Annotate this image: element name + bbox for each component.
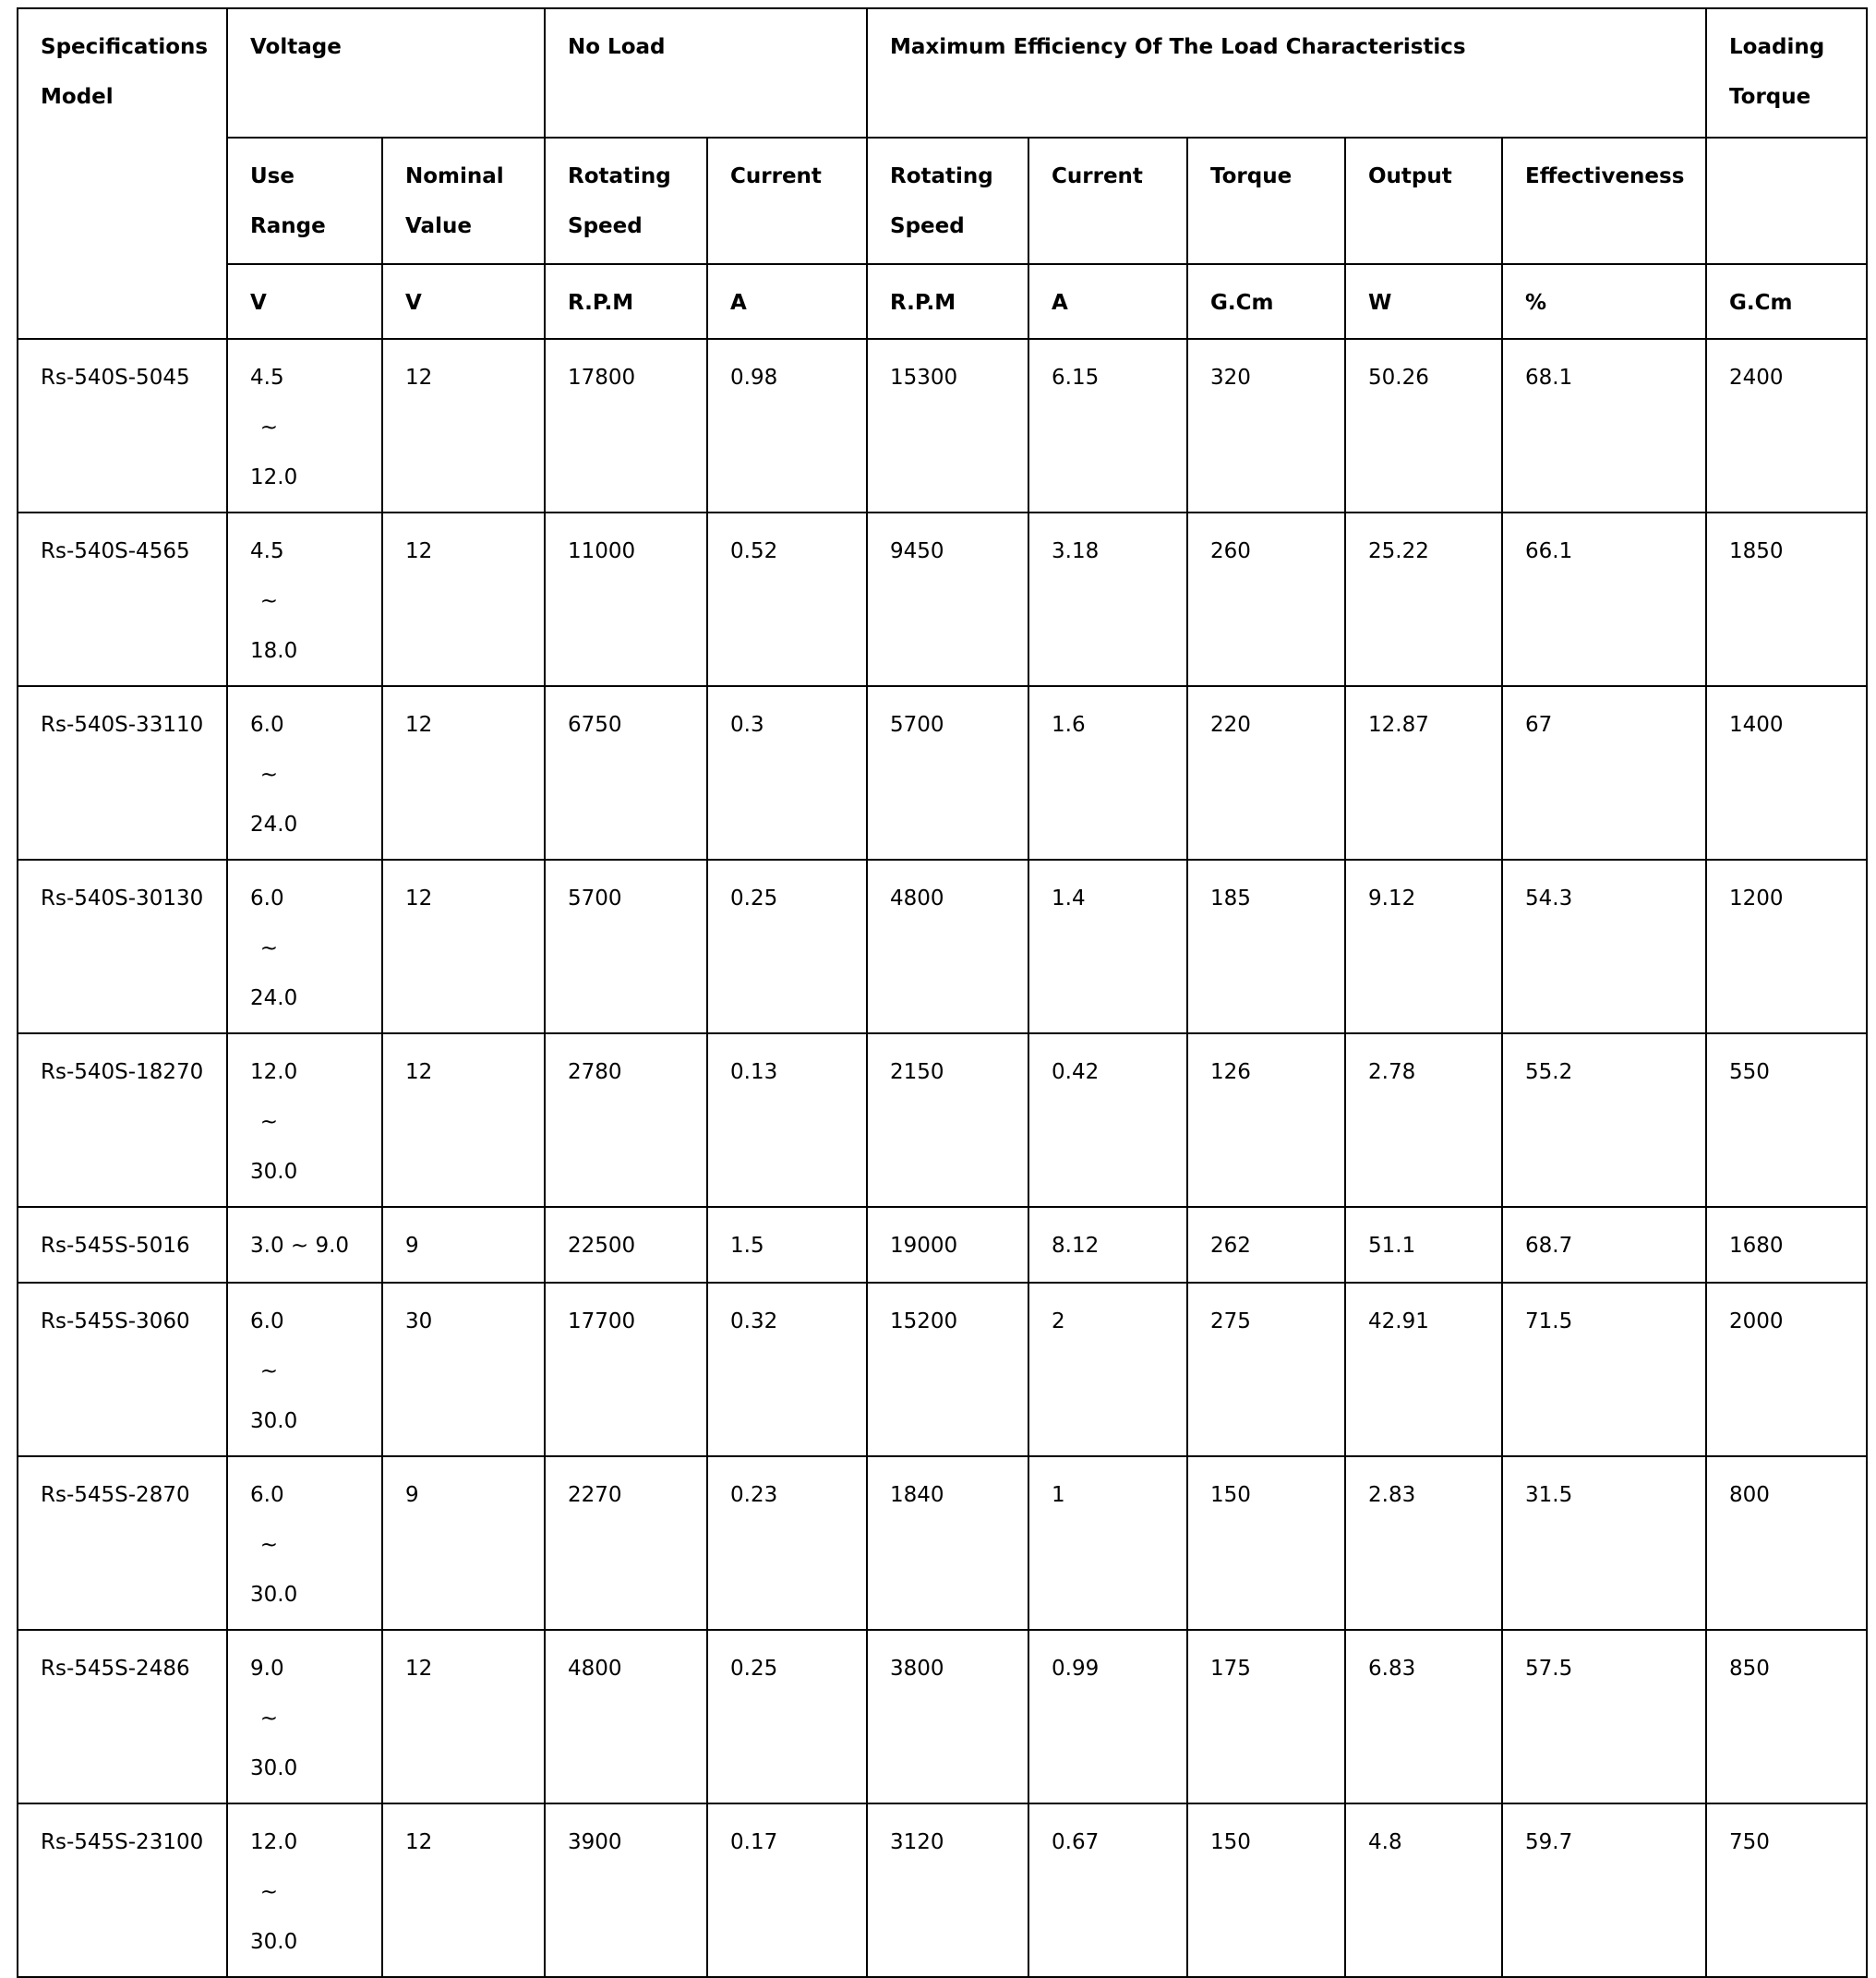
- cell-me-current: 0.99: [1028, 1630, 1187, 1803]
- cell-use-range: [227, 1630, 382, 1803]
- cell-nl-speed: 4800: [545, 1630, 707, 1803]
- cell-nl-speed: 11000: [545, 513, 707, 686]
- cell-torque: 150: [1187, 1456, 1345, 1630]
- cell-effectiveness: 66.1: [1502, 513, 1706, 686]
- range-high: 30.0: [250, 1930, 298, 1954]
- unit-use-range: V: [227, 264, 382, 339]
- cell-model: Rs-545S-2486: [18, 1630, 227, 1803]
- cell-loading-torque: 750: [1706, 1803, 1867, 1977]
- cell-loading-torque: 1400: [1706, 686, 1867, 860]
- cell-loading-torque: 2000: [1706, 1283, 1867, 1456]
- cell-effectiveness: 68.7: [1502, 1207, 1706, 1283]
- header-voltage: Voltage: [227, 8, 545, 138]
- cell-nominal: 12: [382, 686, 545, 860]
- cell-me-speed: 19000: [867, 1207, 1028, 1283]
- cell-output: 4.8: [1345, 1803, 1502, 1977]
- range-low: 4.5: [250, 366, 284, 390]
- cell-torque: 126: [1187, 1033, 1345, 1207]
- header-me-current: Current: [1028, 138, 1187, 264]
- cell-nl-current: 0.17: [707, 1803, 867, 1977]
- cell-me-current: 1.4: [1028, 860, 1187, 1033]
- unit-effectiveness: %: [1502, 264, 1706, 339]
- cell-output: 12.87: [1345, 686, 1502, 860]
- range-separator: ~: [259, 1359, 278, 1383]
- cell-torque: 220: [1187, 686, 1345, 860]
- cell-use-range: [227, 1033, 382, 1207]
- table-row: [18, 1456, 1867, 1630]
- range-high: 24.0: [250, 813, 298, 837]
- cell-effectiveness: 54.3: [1502, 860, 1706, 1033]
- cell-effectiveness: 68.1: [1502, 339, 1706, 513]
- cell-me-speed: 3120: [867, 1803, 1028, 1977]
- cell-model: Rs-545S-5016: [18, 1207, 227, 1283]
- cell-output: 9.12: [1345, 860, 1502, 1033]
- unit-nominal-value: V: [382, 264, 545, 339]
- cell-model: Rs-540S-5045: [18, 339, 227, 513]
- unit-output: W: [1345, 264, 1502, 339]
- cell-me-speed: 3800: [867, 1630, 1028, 1803]
- header-row-fields: [18, 138, 1867, 264]
- cell-me-current: 8.12: [1028, 1207, 1187, 1283]
- cell-torque: 260: [1187, 513, 1345, 686]
- cell-use-range: [227, 513, 382, 686]
- cell-output: 25.22: [1345, 513, 1502, 686]
- header-max-efficiency: Maximum Efficiency Of The Load Characteristics: [867, 8, 1706, 138]
- range-separator: ~: [259, 763, 278, 787]
- cell-loading-torque: 550: [1706, 1033, 1867, 1207]
- table-row: [18, 1033, 1867, 1207]
- cell-torque: 150: [1187, 1803, 1345, 1977]
- cell-me-speed: 15300: [867, 339, 1028, 513]
- cell-me-current: 1: [1028, 1456, 1187, 1630]
- cell-effectiveness: 31.5: [1502, 1456, 1706, 1630]
- cell-loading-torque: 1200: [1706, 860, 1867, 1033]
- range-separator: ~: [259, 1880, 278, 1904]
- cell-output: 42.91: [1345, 1283, 1502, 1456]
- header-nl-rotating-speed: Rotating Speed: [545, 138, 707, 264]
- cell-me-speed: 4800: [867, 860, 1028, 1033]
- cell-loading-torque: 800: [1706, 1456, 1867, 1630]
- range-separator: ~: [259, 589, 278, 613]
- cell-nl-current: 0.25: [707, 1630, 867, 1803]
- cell-effectiveness: 71.5: [1502, 1283, 1706, 1456]
- cell-me-current: 2: [1028, 1283, 1187, 1456]
- cell-nominal: 9: [382, 1456, 545, 1630]
- cell-me-speed: 1840: [867, 1456, 1028, 1630]
- header-loading-torque-blank: [1706, 138, 1867, 264]
- cell-torque: 175: [1187, 1630, 1345, 1803]
- cell-nominal: 9: [382, 1207, 545, 1283]
- cell-torque: 275: [1187, 1283, 1345, 1456]
- cell-nl-speed: 17700: [545, 1283, 707, 1456]
- cell-effectiveness: 67: [1502, 686, 1706, 860]
- cell-effectiveness: 59.7: [1502, 1803, 1706, 1977]
- cell-nl-current: 0.13: [707, 1033, 867, 1207]
- cell-loading-torque: 1850: [1706, 513, 1867, 686]
- table-row: [18, 1630, 1867, 1803]
- table-row: [18, 1803, 1867, 1977]
- cell-nl-current: 0.3: [707, 686, 867, 860]
- table-row: [18, 1207, 1867, 1283]
- cell-use-range: 3.0 ~ 9.0: [227, 1207, 382, 1283]
- cell-me-current: 3.18: [1028, 513, 1187, 686]
- cell-me-current: 6.15: [1028, 339, 1187, 513]
- range-separator: ~: [259, 1110, 278, 1134]
- header-loading-torque: Loading Torque: [1706, 8, 1867, 138]
- header-me-rotating-speed: Rotating Speed: [867, 138, 1028, 264]
- cell-nl-current: 0.98: [707, 339, 867, 513]
- cell-model: Rs-545S-23100: [18, 1803, 227, 1977]
- header-output: Output: [1345, 138, 1502, 264]
- range-separator: ~: [259, 416, 278, 440]
- cell-model: Rs-540S-18270: [18, 1033, 227, 1207]
- cell-nl-speed: 17800: [545, 339, 707, 513]
- cell-use-range: [227, 1803, 382, 1977]
- cell-nominal: 12: [382, 513, 545, 686]
- unit-nl-current: A: [707, 264, 867, 339]
- cell-torque: 262: [1187, 1207, 1345, 1283]
- cell-output: 6.83: [1345, 1630, 1502, 1803]
- cell-use-range: [227, 1283, 382, 1456]
- unit-torque: G.Cm: [1187, 264, 1345, 339]
- cell-nominal: 12: [382, 1033, 545, 1207]
- table-row: [18, 860, 1867, 1033]
- unit-me-rotating-speed: R.P.M: [867, 264, 1028, 339]
- cell-use-range: [227, 860, 382, 1033]
- header-row-units: [18, 264, 1867, 339]
- cell-model: Rs-540S-4565: [18, 513, 227, 686]
- cell-loading-torque: 1680: [1706, 1207, 1867, 1283]
- cell-nominal: 30: [382, 1283, 545, 1456]
- unit-loading-torque: G.Cm: [1706, 264, 1867, 339]
- cell-nl-current: 1.5: [707, 1207, 867, 1283]
- header-no-load: No Load: [545, 8, 867, 138]
- cell-model: Rs-540S-33110: [18, 686, 227, 860]
- cell-nl-current: 0.25: [707, 860, 867, 1033]
- cell-use-range: [227, 339, 382, 513]
- cell-output: 51.1: [1345, 1207, 1502, 1283]
- cell-me-speed: 15200: [867, 1283, 1028, 1456]
- cell-use-range: [227, 686, 382, 860]
- cell-me-current: 0.67: [1028, 1803, 1187, 1977]
- cell-me-current: 1.6: [1028, 686, 1187, 860]
- cell-nl-current: 0.32: [707, 1283, 867, 1456]
- cell-effectiveness: 55.2: [1502, 1033, 1706, 1207]
- cell-nl-speed: 3900: [545, 1803, 707, 1977]
- header-nl-current: Current: [707, 138, 867, 264]
- cell-nl-speed: 2270: [545, 1456, 707, 1630]
- header-use-range: Use Range: [227, 138, 382, 264]
- range-low: 6.0: [250, 1483, 284, 1507]
- cell-use-range: [227, 1456, 382, 1630]
- range-separator: ~: [259, 936, 278, 960]
- range-high: 18.0: [250, 639, 298, 663]
- cell-me-speed: 2150: [867, 1033, 1028, 1207]
- header-spec-model: Specifications Model: [18, 8, 227, 339]
- cell-loading-torque: 850: [1706, 1630, 1867, 1803]
- range-low: 6.0: [250, 1309, 284, 1333]
- spec-table: [17, 7, 1868, 1978]
- table-row: [18, 339, 1867, 513]
- cell-model: Rs-545S-3060: [18, 1283, 227, 1456]
- range-low: 12.0: [250, 1830, 298, 1854]
- cell-nl-current: 0.52: [707, 513, 867, 686]
- cell-nominal: 12: [382, 1803, 545, 1977]
- range-low: 4.5: [250, 539, 284, 563]
- range-low: 6.0: [250, 713, 284, 737]
- table-row: [18, 1283, 1867, 1456]
- cell-me-speed: 5700: [867, 686, 1028, 860]
- range-low: 9.0: [250, 1657, 284, 1681]
- header-torque: Torque: [1187, 138, 1345, 264]
- cell-effectiveness: 57.5: [1502, 1630, 1706, 1803]
- range-separator: ~: [259, 1533, 278, 1557]
- range-separator: ~: [259, 1707, 278, 1731]
- cell-torque: 185: [1187, 860, 1345, 1033]
- cell-nl-speed: 5700: [545, 860, 707, 1033]
- range-high: 30.0: [250, 1756, 298, 1780]
- range-low: 6.0: [250, 886, 284, 911]
- header-effectiveness: Effectiveness: [1502, 138, 1706, 264]
- range-low: 12.0: [250, 1060, 298, 1084]
- table-row: [18, 686, 1867, 860]
- cell-output: 2.78: [1345, 1033, 1502, 1207]
- cell-nl-current: 0.23: [707, 1456, 867, 1630]
- cell-model: Rs-540S-30130: [18, 860, 227, 1033]
- cell-nominal: 12: [382, 1630, 545, 1803]
- cell-nominal: 12: [382, 860, 545, 1033]
- header-nominal-value: Nominal Value: [382, 138, 545, 264]
- range-high: 24.0: [250, 986, 298, 1010]
- cell-nominal: 12: [382, 339, 545, 513]
- unit-nl-rotating-speed: R.P.M: [545, 264, 707, 339]
- header-row-groups: [18, 8, 1867, 138]
- cell-output: 50.26: [1345, 339, 1502, 513]
- cell-nl-speed: 2780: [545, 1033, 707, 1207]
- cell-me-speed: 9450: [867, 513, 1028, 686]
- unit-me-current: A: [1028, 264, 1187, 339]
- range-high: 30.0: [250, 1160, 298, 1184]
- range-high: 30.0: [250, 1409, 298, 1433]
- cell-nl-speed: 6750: [545, 686, 707, 860]
- cell-loading-torque: 2400: [1706, 339, 1867, 513]
- range-high: 30.0: [250, 1583, 298, 1607]
- cell-torque: 320: [1187, 339, 1345, 513]
- cell-nl-speed: 22500: [545, 1207, 707, 1283]
- cell-me-current: 0.42: [1028, 1033, 1187, 1207]
- cell-output: 2.83: [1345, 1456, 1502, 1630]
- table-body: [18, 339, 1867, 1977]
- table-row: [18, 513, 1867, 686]
- cell-model: Rs-545S-2870: [18, 1456, 227, 1630]
- range-high: 12.0: [250, 465, 298, 489]
